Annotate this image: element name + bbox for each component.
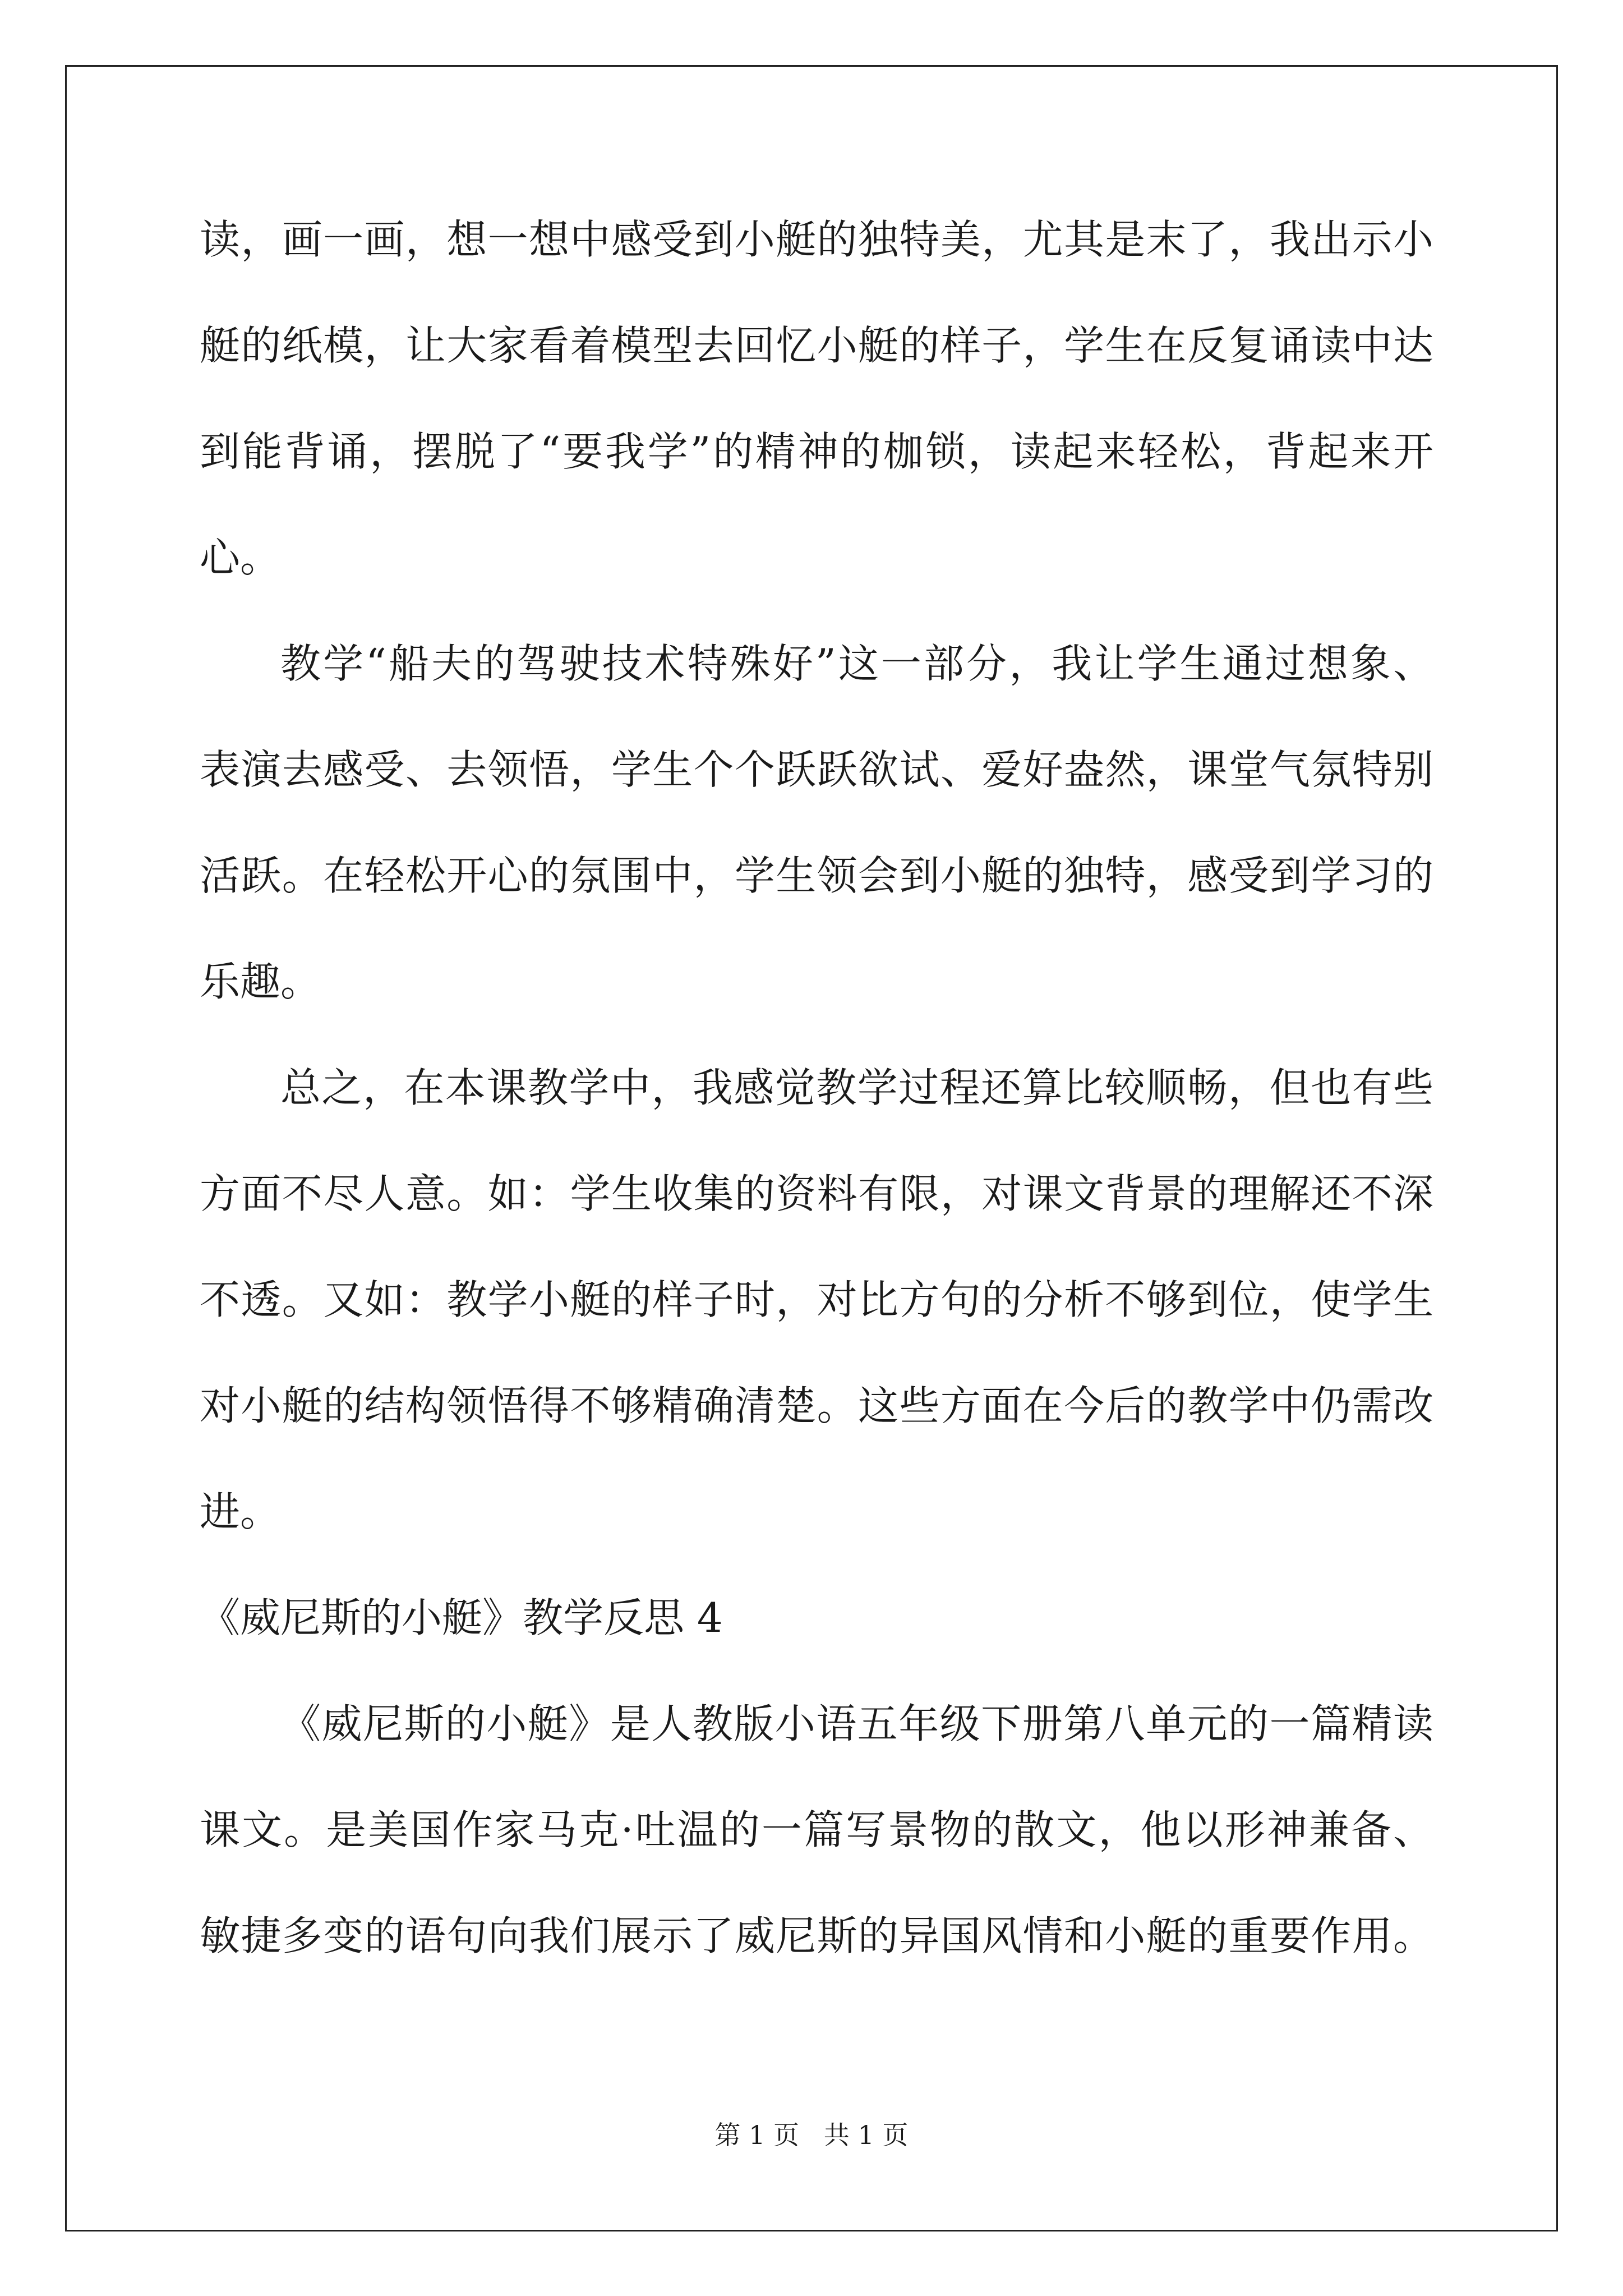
text-line: 艇的纸模，让大家看着模型去回忆小艇的样子，学生在反复诵读中达	[200, 322, 1433, 369]
text-line: 读，画一画，想一想中感受到小艇的独特美，尤其是末了，我出示小	[200, 216, 1433, 263]
text-line: 进。	[200, 1488, 281, 1535]
text-line: 课文。是美国作家马克·吐温的一篇写景物的散文，他以形神兼备、	[200, 1806, 1433, 1853]
paragraph-first-line: 《威尼斯的小艇》是人教版小语五年级下册第八单元的一篇精读	[280, 1700, 1433, 1747]
text-line: 表演去感受、去领悟，学生个个跃跃欲试、爱好盎然，课堂气氛特别	[200, 746, 1433, 793]
document-body	[200, 213, 1433, 1963]
paragraph-first-line: 教学“船夫的驾驶技术特殊好”这一部分，我让学生通过想象、	[280, 640, 1433, 687]
text-line: 方面不尽人意。如：学生收集的资料有限，对课文背景的理解还不深	[200, 1170, 1433, 1217]
page-footer: 第 1 页 共 1 页	[714, 2120, 909, 2150]
text-line: 不透。又如：教学小艇的样子时，对比方句的分析不够到位，使学生	[200, 1276, 1433, 1323]
text-line: 敏捷多变的语句向我们展示了威尼斯的异国风情和小艇的重要作用。	[200, 1912, 1433, 1959]
text-line: 对小艇的结构领悟得不够精确清楚。这些方面在今后的教学中仍需改	[200, 1382, 1433, 1429]
section-heading: 《威尼斯的小艇》教学反思 4	[200, 1594, 723, 1641]
text-line: 到能背诵，摆脱了“要我学”的精神的枷锁，读起来轻松，背起来开	[200, 428, 1433, 475]
text-line: 心。	[200, 534, 281, 581]
text-line: 乐趣。	[200, 958, 321, 1005]
text-line: 活跃。在轻松开心的氛围中，学生领会到小艇的独特，感受到学习的	[200, 852, 1433, 899]
paragraph-first-line: 总之，在本课教学中，我感觉教学过程还算比较顺畅，但也有些	[280, 1064, 1433, 1111]
